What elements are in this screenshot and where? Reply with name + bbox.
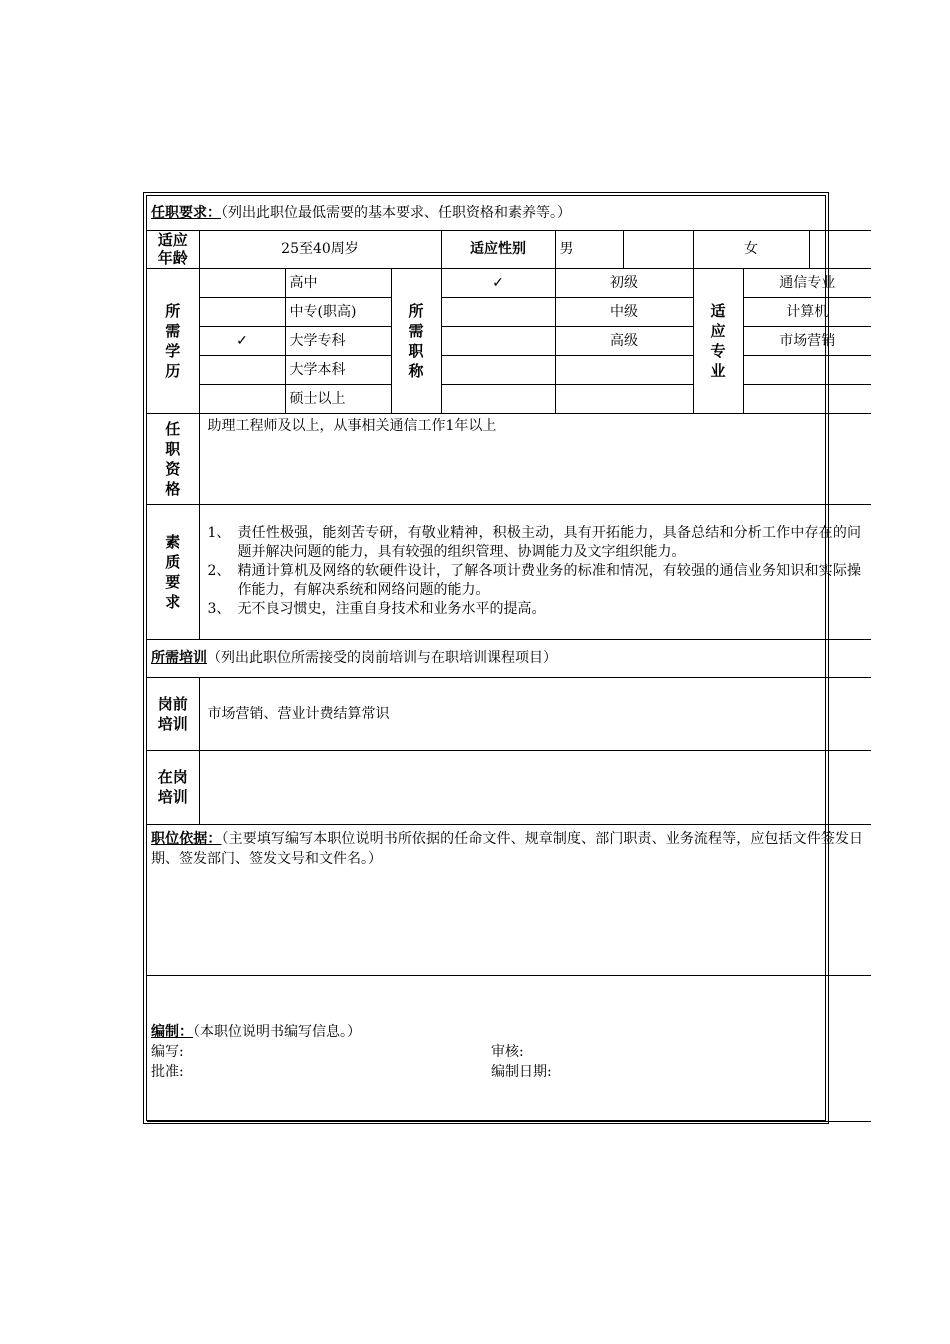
basis-section — [147, 824, 871, 975]
education-level: 大学专科 — [285, 326, 391, 355]
education-level: 大学本科 — [285, 355, 391, 384]
education-mark — [199, 384, 285, 413]
writer-field: 编写: — [151, 1043, 184, 1060]
form-table — [147, 196, 871, 1122]
approver-field: 批准: — [151, 1063, 184, 1080]
signature-row — [151, 1062, 867, 1082]
compile-title: 编制： — [151, 1023, 193, 1040]
requirements-header — [147, 196, 871, 230]
title-level: 高级 — [555, 326, 693, 355]
major-label: 适 应 专 业 — [693, 268, 743, 413]
education-mark — [199, 268, 285, 297]
reviewer-field: 审核: — [491, 1043, 524, 1060]
signature-row — [151, 1042, 867, 1062]
title-mark — [441, 297, 555, 326]
on-training-text — [199, 750, 871, 824]
qualification-label: 任 职 资 格 — [147, 413, 199, 504]
training-header — [147, 639, 871, 677]
requirements-title: 任职要求： — [151, 204, 221, 221]
quality-item: 3、 无不良习惯史，注重自身技术和业务水平的提高。 — [207, 601, 546, 617]
title-label: 所 需 职 称 — [391, 268, 441, 413]
age-label: 适应年龄 — [147, 230, 199, 268]
quality-item: 1、 责任性极强，能刻苦专研，有敬业精神，积极主动，具有开拓能力，具备总结和分析工作中存在的问题并解决问题的能力，具有较强的组织管理、协调能力及文字组织能力。 — [207, 525, 862, 560]
basis-title: 职位依据： — [151, 830, 222, 847]
title-mark — [441, 326, 555, 355]
form-inner-border — [146, 195, 864, 1121]
training-title: 所需培训 — [151, 650, 207, 666]
on-training-label: 在岗 培训 — [147, 750, 199, 824]
education-level: 中专(职高) — [285, 297, 391, 326]
pre-training-label: 岗前 培训 — [147, 677, 199, 750]
basis-note: （主要填写编写本职位说明书所依据的任命文件、规章制度、部门职责、业务流程等，应包括文件签发日期、签发部门、签发文号和文件名。） — [151, 830, 864, 867]
major-item — [743, 355, 871, 384]
education-level: 高中 — [285, 268, 391, 297]
gender-female: 女 — [693, 230, 809, 268]
age-value: 25至40周岁 — [199, 230, 441, 268]
gender-female-mark — [809, 230, 871, 268]
title-empty — [555, 384, 693, 413]
title-mark: ✓ — [441, 268, 555, 297]
gender-label: 适应性别 — [441, 230, 555, 268]
major-item: 计算机 — [743, 297, 871, 326]
quality-label: 素 质 要 求 — [147, 504, 199, 639]
compile-header — [151, 1022, 867, 1042]
title-mark — [441, 355, 555, 384]
gender-male-mark — [623, 230, 693, 268]
compile-section — [147, 975, 871, 1121]
major-item: 通信专业 — [743, 268, 871, 297]
education-level: 硕士以上 — [285, 384, 391, 413]
qualification-text: 助理工程师及以上，从事相关通信工作1年以上 — [199, 413, 871, 504]
requirements-note: （列出此职位最低需要的基本要求、任职资格和素养等。） — [221, 204, 571, 221]
training-note: （列出此职位所需接受的岗前培训与在职培训课程项目） — [207, 650, 557, 666]
gender-male: 男 — [555, 230, 623, 268]
pre-training-text: 市场营销、营业计费结算常识 — [199, 677, 871, 750]
education-mark — [199, 297, 285, 326]
major-empty — [743, 384, 871, 413]
quality-list — [208, 524, 862, 619]
title-level: 中级 — [555, 297, 693, 326]
title-level: 初级 — [555, 268, 693, 297]
title-level — [555, 355, 693, 384]
education-mark: ✓ — [199, 326, 285, 355]
compile-note: （本职位说明书编写信息。） — [193, 1023, 361, 1040]
title-empty — [441, 384, 555, 413]
education-mark — [199, 355, 285, 384]
date-field: 编制日期: — [491, 1063, 552, 1080]
major-item: 市场营销 — [743, 326, 871, 355]
quality-list-cell — [199, 504, 871, 639]
quality-item: 2、 精通计算机及网络的软硬件设计，了解各项计费业务的标准和情况，有较强的通信业务知识和实际操作能力，有解决系统和网络问题的能力。 — [207, 563, 862, 598]
education-label: 所 需 学 历 — [147, 268, 199, 413]
job-description-form — [143, 192, 864, 1124]
